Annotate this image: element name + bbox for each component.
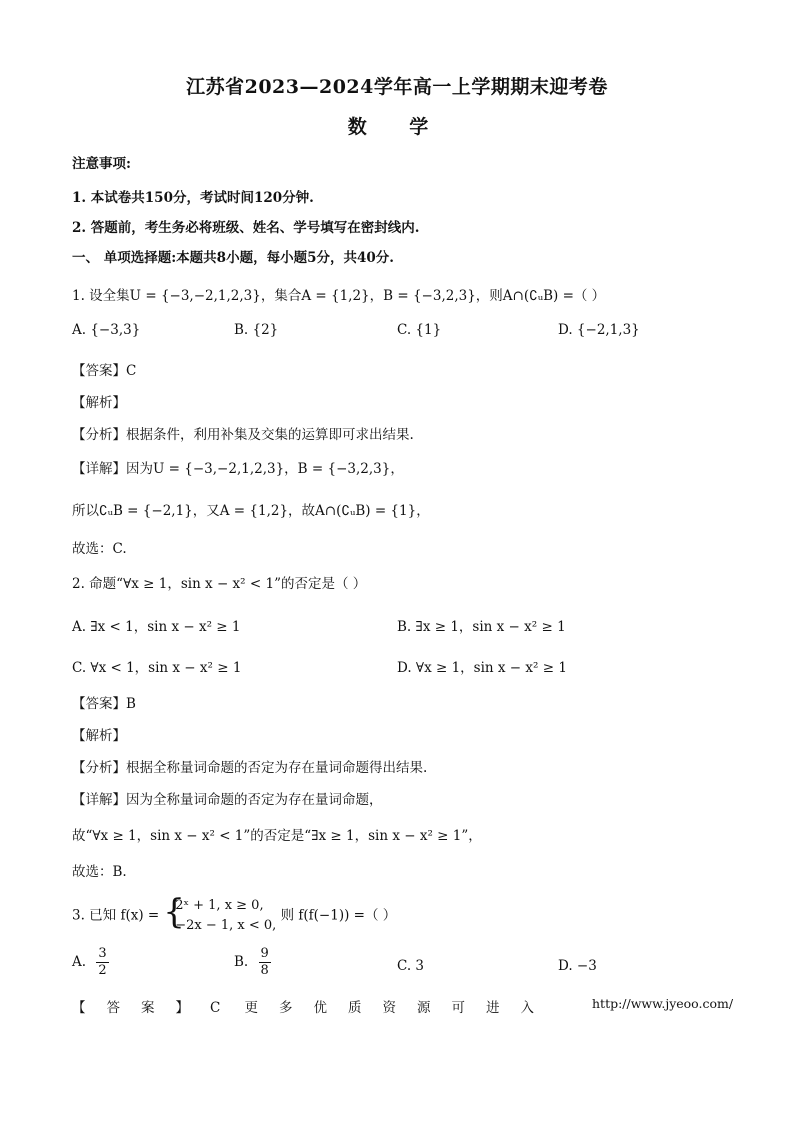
exam-title: 江苏省2023—2024学年高一上学期期末迎考卷 [186, 76, 608, 98]
q2-answer: 【答案】B [72, 696, 136, 712]
q3-option-a-denominator: 2 [98, 963, 107, 978]
footer-banner [72, 996, 555, 1016]
footer-char: 【 [72, 1000, 86, 1016]
q1-jiexi: 【解析】 [72, 395, 126, 411]
q3-option-b-denominator: 8 [260, 963, 269, 978]
brace-icon: { [163, 892, 185, 932]
notes-item-2: 2. 答题前，考生务必将班级、姓名、学号填写在密封线内. [72, 220, 420, 236]
q1-answer: 【答案】C [72, 363, 137, 379]
footer-char: C [210, 1000, 221, 1016]
q2-result: 故选：B. [72, 864, 127, 880]
q2-option-b: B. ∃x ≥ 1，sin x − x² ≥ 1 [397, 619, 566, 635]
footer-char: 质 [348, 1000, 362, 1016]
subject-title: 数 学 [347, 116, 447, 138]
q1-step: 所以∁ᵤB = {−2,1}，又A = {1,2}，故A∩(∁ᵤB) = {1}， [72, 503, 430, 519]
footer-char: 】 [175, 1000, 189, 1016]
footer-char: 入 [520, 1000, 534, 1016]
q2-step: 故“∀x ≥ 1，sin x − x² < 1”的否定是“∃x ≥ 1，sin x − x² ≥ 1”， [72, 828, 482, 844]
notes-item-1: 1. 本试卷共150分，考试时间120分钟. [72, 190, 314, 206]
q1-analysis: 【分析】根据条件，利用补集及交集的运算即可求出结果. [72, 427, 414, 443]
q2-option-d: D. ∀x ≥ 1，sin x − x² ≥ 1 [397, 660, 567, 676]
notes-heading: 注意事项: [72, 156, 131, 172]
q3-case-2: −2x − 1, x < 0, [175, 918, 277, 933]
q3-stem-post: 则 f(f(−1)) =（ ） [280, 907, 397, 924]
q1-option-a: A. {−3,3} [72, 322, 141, 338]
footer-char: 更 [244, 1000, 258, 1016]
q2-analysis: 【分析】根据全称量词命题的否定为存在量词命题得出结果. [72, 760, 428, 776]
source-link[interactable]: http://www.jyeoo.com/ [592, 996, 734, 1011]
footer-char: 答 [106, 1000, 120, 1016]
section-heading: 一、 单项选择题:本题共8小题，每小题5分，共40分. [72, 250, 394, 266]
q3-option-b [234, 946, 271, 979]
q1-stem: 1. 设全集U = {−3,−2,1,2,3}，集合A = {1,2}，B = {−3,2,3}，则A∩(∁ᵤB) =（ ） [72, 288, 606, 304]
q3-option-b-fraction [259, 946, 271, 979]
footer-char: 资 [382, 1000, 396, 1016]
footer-text [72, 1000, 555, 1016]
q3-option-d: D. −3 [558, 958, 597, 974]
q3-option-a-fraction [96, 946, 108, 979]
footer-char: 案 [141, 1000, 155, 1016]
q2-jiexi: 【解析】 [72, 728, 126, 744]
q3-option-c: C. 3 [397, 958, 425, 974]
q3-option-a-label: A. [72, 954, 87, 970]
q3-case-1: 2ˣ + 1, x ≥ 0, [175, 898, 264, 913]
footer-char: 源 [417, 1000, 431, 1016]
q1-result: 故选：C. [72, 541, 127, 557]
footer-char: 多 [279, 1000, 293, 1016]
q1-detail: 【详解】因为U = {−3,−2,1,2,3}，B = {−3,2,3}， [72, 461, 404, 477]
footer-char: 优 [313, 1000, 327, 1016]
q3-option-b-label: B. [234, 954, 249, 970]
footer-char: 进 [486, 1000, 500, 1016]
q3-stem [72, 892, 397, 936]
q3-option-b-numerator: 9 [260, 946, 269, 961]
q3-option-a [72, 946, 109, 979]
footer-char: 可 [451, 1000, 465, 1016]
q2-option-a: A. ∃x < 1，sin x − x² ≥ 1 [72, 619, 241, 635]
q2-detail: 【详解】因为全称量词命题的否定为存在量词命题， [72, 792, 383, 808]
q2-stem: 2. 命题“∀x ≥ 1，sin x − x² < 1”的否定是（ ） [72, 576, 367, 592]
q3-option-a-numerator: 3 [98, 946, 107, 961]
q1-option-c: C. {1} [397, 322, 442, 338]
q3-stem-pre: 3. 已知 f(x) = [72, 907, 160, 924]
piecewise-function [163, 892, 277, 936]
q2-option-c: C. ∀x < 1，sin x − x² ≥ 1 [72, 660, 242, 676]
q1-option-b: B. {2} [234, 322, 279, 338]
q1-option-d: D. {−2,1,3} [558, 322, 640, 338]
